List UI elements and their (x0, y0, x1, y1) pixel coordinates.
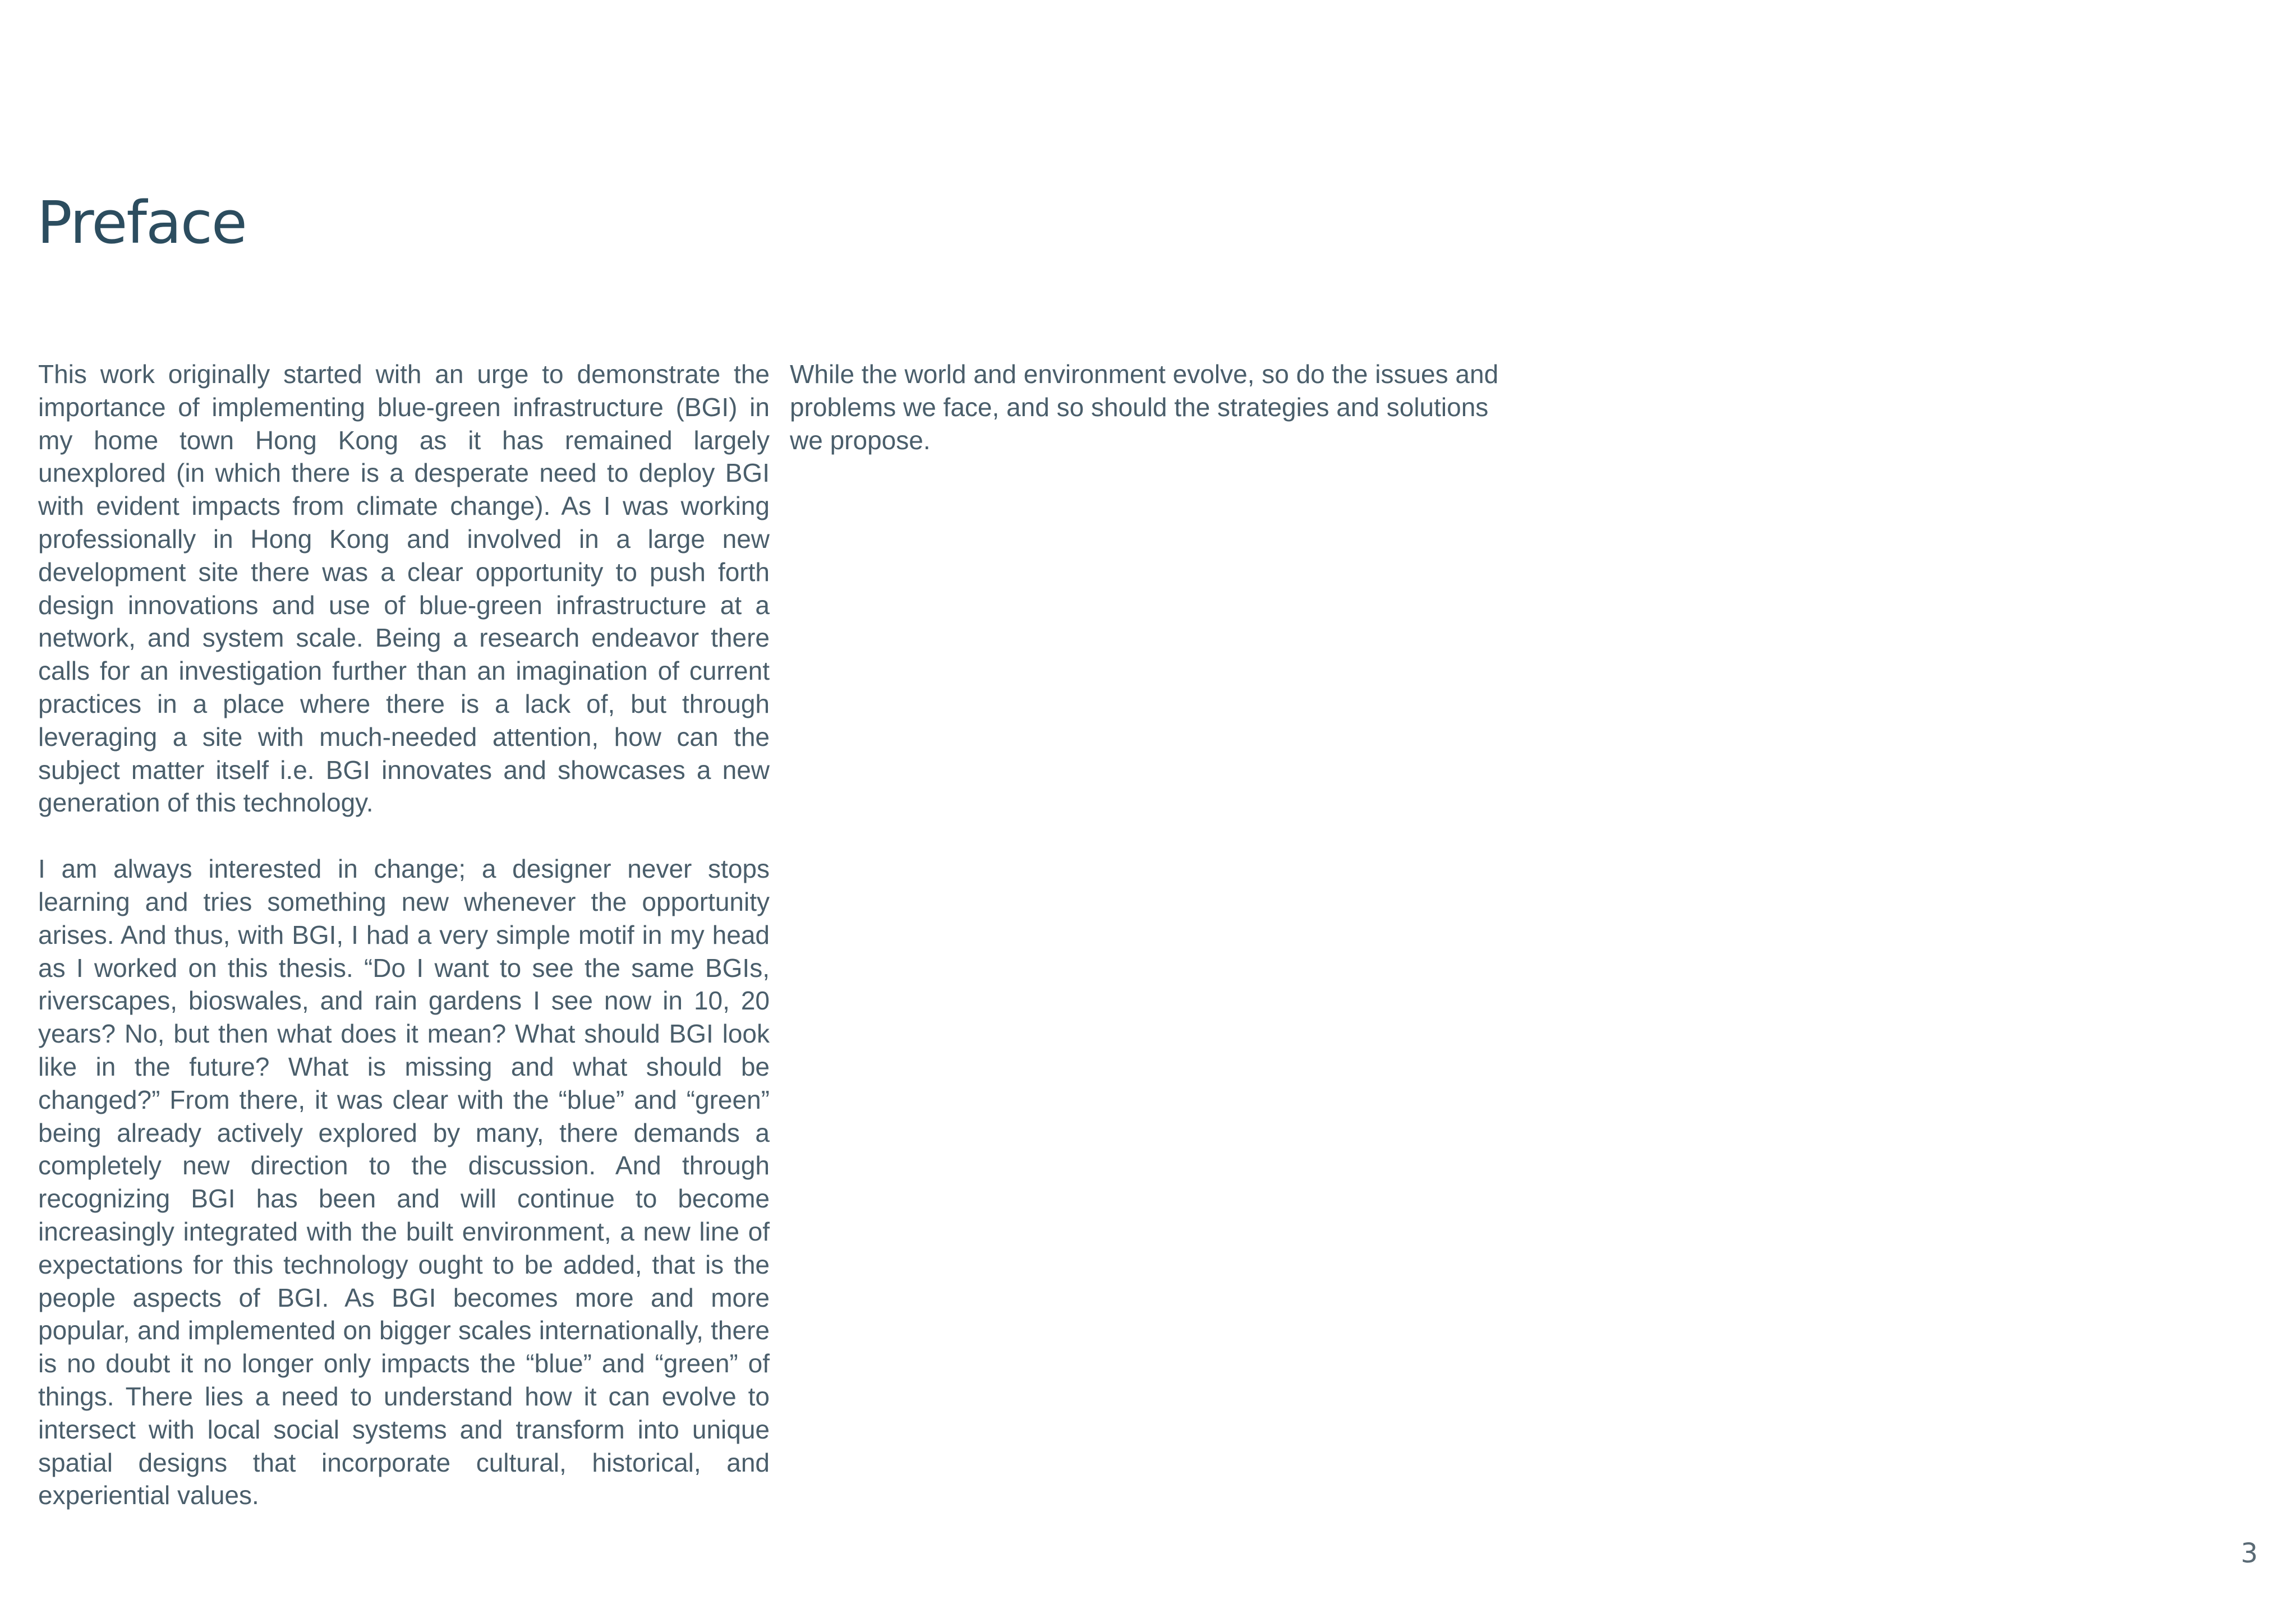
left-text-column (38, 358, 770, 1545)
page-title: Preface (37, 188, 246, 257)
right-text-column (790, 358, 1521, 490)
page-number: 3 (2240, 1538, 2258, 1569)
paragraph: This work originally started with an urge to demonstrate the importance of implementing blue-green infrastructure (BGI) in my home town Hong Kong as it has remained largely unexplored (in which there is a desperate need to deploy BGI with evident impacts from climate change). As I was working professionally in Hong Kong and involved in a large new development site there was a clear opportunity to push forth design innovations and use of blue-green infrastructure at a network, and system scale. Being a research endeavor there calls for an investigation further than an imagination of current practices in a place where there is a lack of, but through leveraging a site with much-needed attention, how can the subject matter itself i.e. BGI innovates and showcases a new generation of this technology. (38, 359, 770, 818)
paragraph: While the world and environment evolve, so do the issues and problems we face, and so should the strategies and solutions we propose. (790, 359, 1499, 455)
paragraph: I am always interested in change; a designer never stops learning and tries something new whenever the opportunity arises. And thus, with BGI, I had a very simple motif in my head as I worked on this thesis. “Do I want to see the same BGIs, riverscapes, bioswales, and rain gardens I see now in 10, 20 years? No, but then what does it mean? What should BGI look like in the future? What is missing and what should be changed?” From there, it was clear with the “blue” and “green” being already actively explored by many, there demands a completely new direction to the discussion. And through recognizing BGI has been and will continue to become increasingly integrated with the built environment, a new line of expectations for this technology ought to be added, that is the people aspects of BGI. As BGI becomes more and more popular, and implemented on bigger scales internationally, there is no doubt it no longer only impacts the “blue” and “green” of things. There lies a need to understand how it can evolve to intersect with local social systems and transform into unique spatial designs that incorporate cultural, historical, and experiential values. (38, 854, 770, 1510)
